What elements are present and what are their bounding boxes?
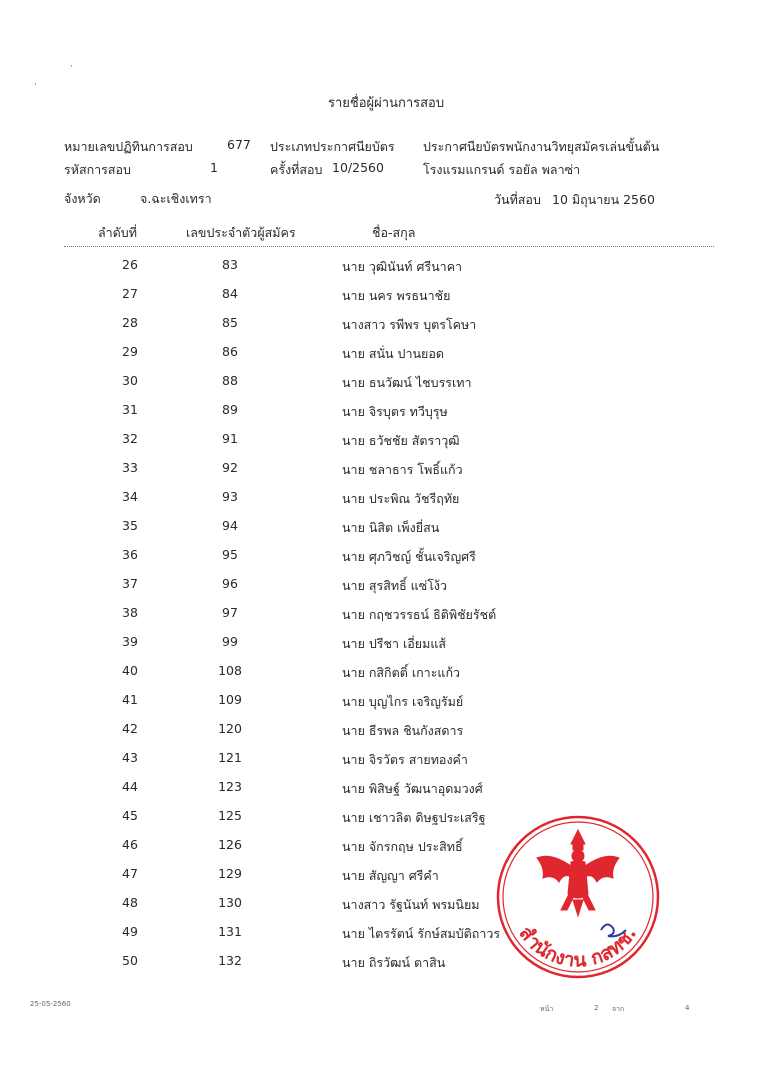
- applicant-number: 129: [218, 866, 242, 881]
- row-number: 27: [122, 286, 138, 301]
- table-row: [0, 721, 768, 741]
- exam-code-label: รหัสการสอบ: [64, 162, 131, 177]
- table-row: [0, 750, 768, 770]
- round-label: ครั้งที่สอบ: [270, 162, 323, 177]
- stamp-text: สำนักงาน กสทช.: [514, 922, 642, 972]
- province-value: จ.ฉะเชิงเทรา: [140, 191, 212, 206]
- row-number: 48: [122, 895, 138, 910]
- full-name: นาย จักรกฤษ ประสิทธิ์: [342, 839, 463, 854]
- full-name: นาย จิรวัตร สายทองคำ: [342, 752, 468, 767]
- row-number: 50: [122, 953, 138, 968]
- row-number: 37: [122, 576, 138, 591]
- row-number: 31: [122, 402, 138, 417]
- row-number: 28: [122, 315, 138, 330]
- page-number: 2: [594, 1004, 599, 1012]
- scan-mark: ·: [34, 80, 37, 90]
- cert-type-label: ประเภทประกาศนียบัตร: [270, 139, 395, 154]
- exam-code-value: 1: [210, 160, 218, 175]
- applicant-number: 131: [218, 924, 242, 939]
- applicant-number: 126: [218, 837, 242, 852]
- applicant-number: 83: [222, 257, 238, 272]
- table-row: [0, 692, 768, 712]
- applicant-number: 120: [218, 721, 242, 736]
- table-row: [0, 257, 768, 277]
- full-name: นาย ประพิณ วัชรีฤทัย: [342, 491, 460, 506]
- full-name: นาย นิสิต เพ็งยี่สน: [342, 520, 440, 535]
- full-name: นาย ไตรรัตน์ รักษ์สมบัติถาวร: [342, 926, 501, 941]
- full-name: นาย สุรสิทธิ์ แซ่โง้ว: [342, 578, 448, 593]
- exam-date-label: วันที่สอบ: [494, 192, 541, 207]
- print-date: 25-05-2560: [30, 1000, 71, 1008]
- calendar-label: หมายเลขปฏิทินการสอบ: [64, 139, 193, 154]
- table-row: [0, 373, 768, 393]
- row-number: 45: [122, 808, 138, 823]
- table-row: [0, 547, 768, 567]
- page-title: รายชื่อผู้ผ่านการสอบ: [328, 96, 445, 111]
- applicant-number: 108: [218, 663, 242, 678]
- full-name: นาย พิสิษฐ์ วัฒนาอุดมวงศ์: [342, 781, 483, 796]
- cert-type-value: ประกาศนียบัตรพนักงานวิทยุสมัครเล่นขั้นต้น: [423, 139, 660, 154]
- table-row: [0, 315, 768, 335]
- applicant-number: 86: [222, 344, 238, 359]
- row-number: 40: [122, 663, 138, 678]
- applicant-number: 92: [222, 460, 238, 475]
- row-number: 36: [122, 547, 138, 562]
- header-divider: [64, 246, 714, 247]
- table-row: [0, 431, 768, 451]
- full-name: นาย กฤชวรรธน์ ธิติพิชัยรัชต์: [342, 607, 497, 622]
- row-number: 38: [122, 605, 138, 620]
- calendar-value: 677: [227, 137, 251, 152]
- row-number: 42: [122, 721, 138, 736]
- table-row: [0, 576, 768, 596]
- row-number: 39: [122, 634, 138, 649]
- full-name: นาย จิรบุตร ทวีบุรุษ: [342, 404, 448, 419]
- full-name: นาย บุญไกร เจริญรัมย์: [342, 694, 464, 709]
- table-row: [0, 605, 768, 625]
- row-number: 29: [122, 344, 138, 359]
- full-name: นาย สนั่น ปานยอด: [342, 346, 445, 361]
- full-name: นาย ชลาธาร โพธิ์แก้ว: [342, 462, 463, 477]
- full-name: นางสาว รพีพร บุตรโคษา: [342, 317, 477, 332]
- full-name: นาย ธีรพล ชินกังสดาร: [342, 723, 464, 738]
- applicant-number: 95: [222, 547, 238, 562]
- applicant-number: 99: [222, 634, 238, 649]
- venue: โรงแรมแกรนด์ รอยัล พลาซ่า: [423, 162, 581, 177]
- applicant-number: 130: [218, 895, 242, 910]
- official-stamp: [493, 812, 663, 982]
- full-name: นาย สัญญา ศรีคำ: [342, 868, 439, 883]
- full-name: นาย ปรีชา เอี่ยมแส้: [342, 636, 447, 651]
- row-number: 30: [122, 373, 138, 388]
- full-name: นาย วุฒินันท์ ศรีนาคา: [342, 259, 463, 274]
- table-row: [0, 286, 768, 306]
- applicant-number: 85: [222, 315, 238, 330]
- applicant-number: 97: [222, 605, 238, 620]
- applicant-number: 123: [218, 779, 242, 794]
- row-number: 32: [122, 431, 138, 446]
- applicant-number: 121: [218, 750, 242, 765]
- applicant-number: 109: [218, 692, 242, 707]
- applicant-number: 84: [222, 286, 238, 301]
- column-header-no: ลำดับที่: [98, 225, 137, 240]
- scan-mark: ·: [70, 62, 73, 72]
- of-label: จาก: [612, 1005, 625, 1013]
- table-row: [0, 663, 768, 683]
- total-pages: 4: [685, 1004, 690, 1012]
- applicant-number: 89: [222, 402, 238, 417]
- table-row: [0, 460, 768, 480]
- applicant-number: 93: [222, 489, 238, 504]
- table-row: [0, 634, 768, 654]
- table-row: [0, 779, 768, 799]
- applicant-number: 94: [222, 518, 238, 533]
- row-number: 34: [122, 489, 138, 504]
- table-row: [0, 489, 768, 509]
- row-number: 49: [122, 924, 138, 939]
- full-name: นาย ธวัชชัย สัตราวุฒิ: [342, 433, 460, 448]
- province-label: จังหวัด: [64, 191, 101, 206]
- full-name: นาย ศุภวิชญ์ ชั้นเจริญศรี: [342, 549, 476, 564]
- row-number: 44: [122, 779, 138, 794]
- applicant-number: 88: [222, 373, 238, 388]
- row-number: 26: [122, 257, 138, 272]
- row-number: 35: [122, 518, 138, 533]
- row-number: 41: [122, 692, 138, 707]
- applicant-number: 96: [222, 576, 238, 591]
- applicant-number: 91: [222, 431, 238, 446]
- full-name: นาย กสิกิตติ์ เกาะแก้ว: [342, 665, 461, 680]
- full-name: นางสาว รัฐนันท์ พรมนิยม: [342, 897, 480, 912]
- full-name: นาย ธนวัฒน์ ไชบรรเทา: [342, 375, 472, 390]
- round-value: 10/2560: [332, 160, 384, 175]
- row-number: 33: [122, 460, 138, 475]
- column-header-name: ชื่อ-สกุล: [372, 225, 416, 240]
- page-label: หน้า: [540, 1005, 554, 1013]
- row-number: 46: [122, 837, 138, 852]
- garuda-icon: [537, 830, 619, 916]
- table-row: [0, 344, 768, 364]
- applicant-number: 125: [218, 808, 242, 823]
- full-name: นาย นคร พรธนาชัย: [342, 288, 451, 303]
- table-row: [0, 402, 768, 422]
- row-number: 47: [122, 866, 138, 881]
- exam-date-value: 10 มิถุนายน 2560: [552, 192, 655, 207]
- row-number: 43: [122, 750, 138, 765]
- full-name: นาย ถิรวัฒน์ ตาสิน: [342, 955, 446, 970]
- table-row: [0, 518, 768, 538]
- full-name: นาย เชาวลิต ดิษฐประเสริฐ: [342, 810, 486, 825]
- applicant-number: 132: [218, 953, 242, 968]
- column-header-applicant: เลขประจำตัวผู้สมัคร: [186, 225, 296, 240]
